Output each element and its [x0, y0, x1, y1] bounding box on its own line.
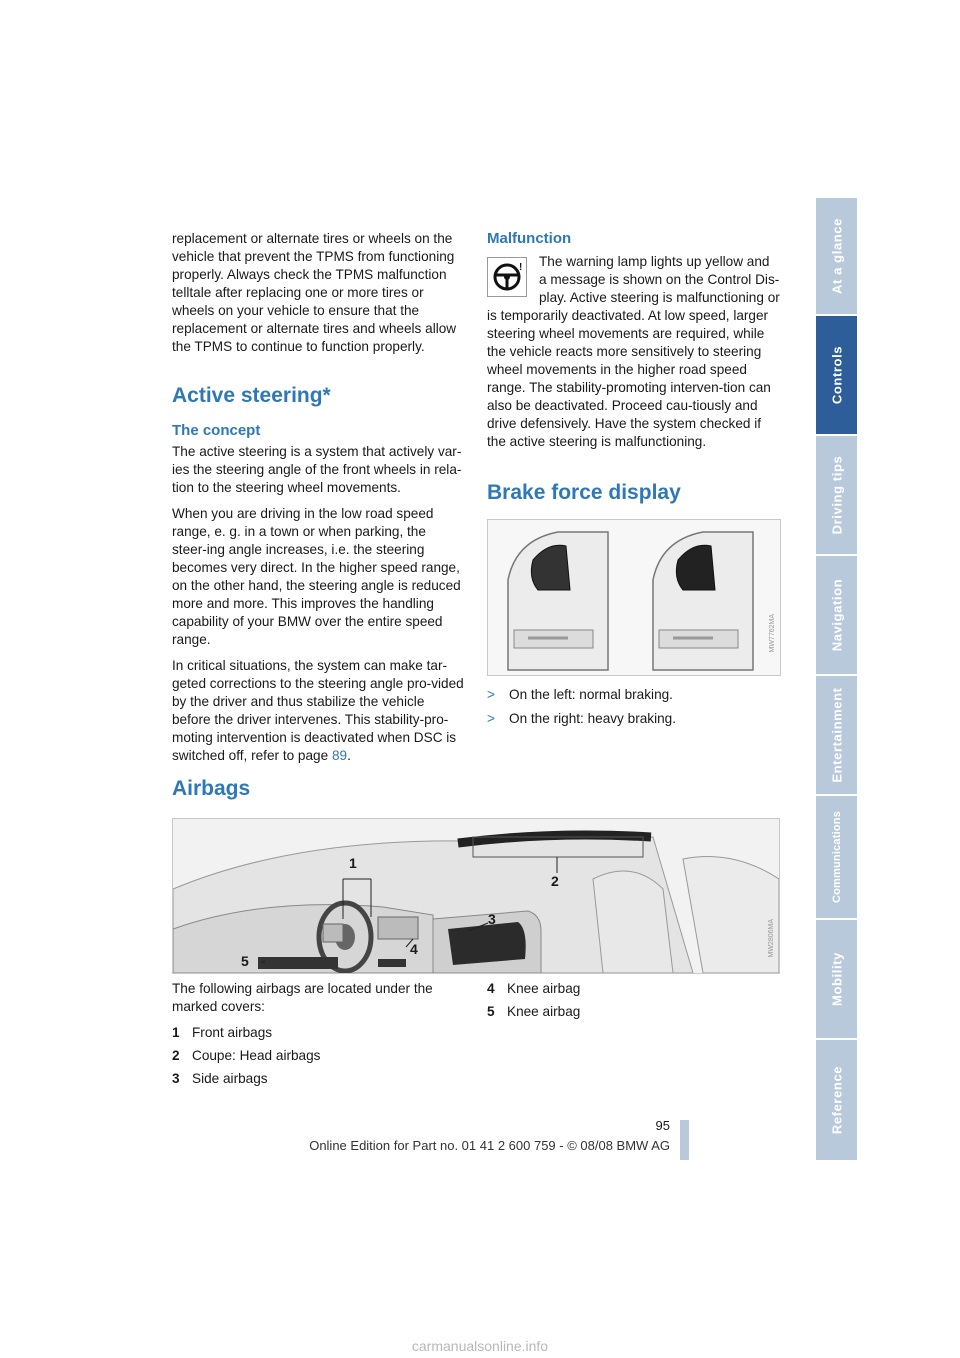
tab-navigation[interactable]	[816, 556, 857, 674]
item-number: 4	[487, 981, 495, 996]
airbags-list-right	[487, 980, 779, 1026]
tab-label: Controls	[829, 345, 844, 405]
section-tabs	[816, 198, 857, 1160]
tab-mobility[interactable]	[816, 920, 857, 1038]
tab-controls[interactable]	[816, 316, 857, 434]
tab-driving-tips[interactable]	[816, 436, 857, 554]
item-number: 5	[487, 1004, 495, 1019]
brake-force-heading: Brake force display	[487, 481, 681, 504]
airbags-illustration	[173, 819, 779, 973]
bullet-text: On the right: heavy braking.	[509, 711, 676, 726]
item-label: Knee airbag	[507, 981, 581, 996]
list-item	[487, 980, 779, 998]
tab-at-a-glance[interactable]	[816, 198, 857, 314]
item-number: 1	[172, 1025, 180, 1040]
list-item	[172, 1024, 464, 1042]
airbags-figure-code: MW2806MA	[768, 919, 775, 958]
page-link-89[interactable]: 89	[331, 748, 348, 763]
footer-edition-text: Online Edition for Part no. 01 41 2 600 759 - © 08/08 BMW AG	[309, 1138, 670, 1153]
malfunction-heading: Malfunction	[487, 230, 572, 247]
concept-paragraph-3	[172, 657, 464, 765]
concept-paragraph-3-end: .	[347, 748, 351, 763]
item-label: Knee airbag	[507, 1004, 581, 1019]
item-label: Front airbags	[192, 1025, 273, 1040]
svg-text:!: !	[519, 262, 523, 273]
page-number: 95	[655, 1118, 670, 1133]
tab-label: Entertainment	[829, 687, 844, 783]
bullet-item	[487, 710, 780, 728]
concept-heading: The concept	[172, 422, 261, 439]
malfunction-paragraph: The warning lamp lights up yellow and a message is shown on the Control Dis-play. Active steering is malfunctioning or is temporarily deactivated. At low speed, larger steering wheel movements are required, while the vehicle reacts more sensitively to steering wheel movements in the higher road speed range. The stability-promoting interven-tion can also be deactivated. Proceed cau-tiously and drive defensively. Have the system checked if the active steering is malfunctioning.	[487, 254, 780, 449]
steering-warning-icon	[487, 257, 527, 297]
tab-label: At a glance	[829, 218, 844, 294]
item-label: Coupe: Head airbags	[192, 1048, 321, 1063]
concept-paragraph-2: When you are driving in the low road speed range, e. g. in a town or when parking, the steer-ing angle increases, i.e. the steering becomes very direct. In the higher speed range, on the other hand, the steering angle is reduced more and more. This improves the handling capability of your BMW over the entire speed range.	[172, 506, 461, 647]
tab-entertainment[interactable]	[816, 676, 857, 794]
brake-lights-illustration	[488, 520, 780, 675]
callout-1: 1	[349, 855, 357, 871]
tab-reference[interactable]	[816, 1040, 857, 1160]
airbags-heading: Airbags	[172, 777, 251, 800]
list-item	[172, 1047, 464, 1065]
intro-paragraph: replacement or alternate tires or wheels on the vehicle that prevent the TPMS from functioning properly. Always check the TPMS malfunction telltale after replacing one or more tires or wheels on your vehicle to ensure that the replacement or alternate tires and wheels allow the TPMS to continue to function properly.	[172, 231, 457, 354]
tab-label: Driving tips	[829, 455, 844, 535]
brake-lights-figure	[487, 519, 781, 676]
brake-figure-code: MW7762MA	[769, 614, 776, 653]
tab-communications[interactable]	[816, 796, 857, 918]
left-column	[172, 230, 464, 773]
malfunction-block	[487, 253, 780, 451]
airbags-intro: The following airbags are located under the marked covers:	[172, 981, 433, 1014]
airbags-list-left	[172, 980, 464, 1093]
airbags-figure	[172, 818, 780, 974]
bullet-mark: >	[487, 687, 495, 702]
tab-label: Communications	[830, 810, 843, 904]
footer-bar	[680, 1120, 689, 1160]
callout-2: 2	[551, 873, 559, 889]
tab-label: Mobility	[829, 952, 844, 1006]
callout-3: 3	[488, 911, 496, 927]
tab-label: Navigation	[829, 578, 844, 652]
callout-4: 4	[410, 941, 418, 957]
concept-paragraph-3-text: In critical situations, the system can make tar-geted corrections to the steering angle pro-vided by the driver and thus stabilize the vehicle before the driver intervenes. This stability-pro-moting intervention is deactivated when DSC is switched off, refer to page	[172, 658, 464, 763]
bullet-item	[487, 686, 780, 704]
item-number: 3	[172, 1071, 180, 1086]
item-number: 2	[172, 1048, 180, 1063]
item-label: Side airbags	[192, 1071, 268, 1086]
active-steering-heading: Active steering*	[172, 384, 331, 407]
list-item	[487, 1003, 779, 1021]
concept-paragraph-1: The active steering is a system that actively var-ies the steering angle of the front wheels in rela-tion to the steering wheel movements.	[172, 444, 462, 495]
bullet-mark: >	[487, 711, 495, 726]
bullet-text: On the left: normal braking.	[509, 687, 673, 702]
right-column	[487, 230, 780, 734]
watermark: carmanualsonline.info	[411, 1338, 549, 1354]
callout-5: 5	[241, 953, 249, 969]
tab-label: Reference	[829, 1065, 844, 1135]
list-item	[172, 1070, 464, 1088]
